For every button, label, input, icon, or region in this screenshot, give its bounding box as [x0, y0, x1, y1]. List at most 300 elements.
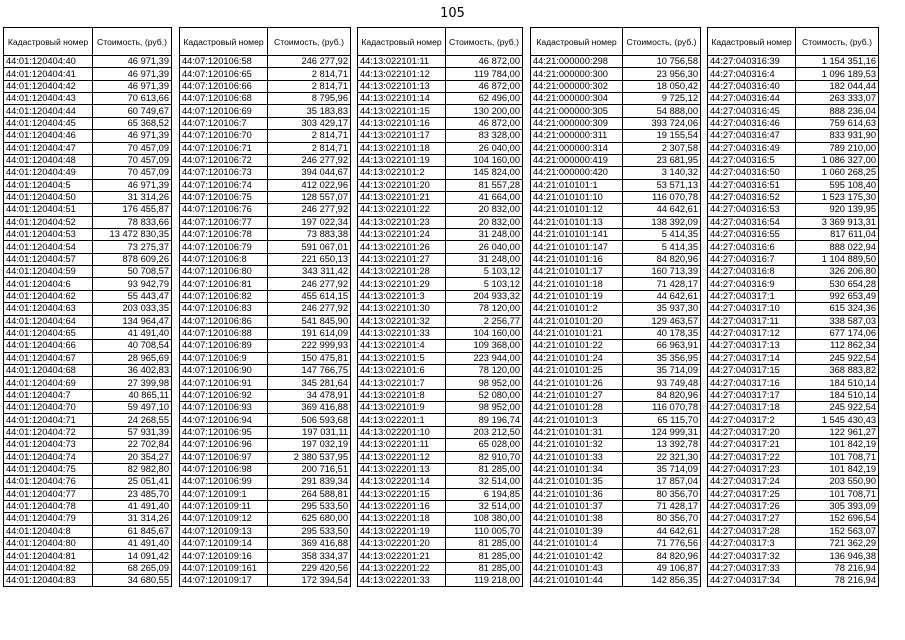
- cost-cell: 40 865,11: [93, 389, 172, 401]
- cost-cell: 246 277,92: [268, 56, 351, 68]
- cost-cell: 31 248,00: [446, 253, 523, 265]
- table-row: [4, 550, 172, 562]
- header-cadastral: Кадастровый номер: [4, 28, 93, 56]
- cadastral-number-cell: 44:21:010101:42: [531, 550, 623, 562]
- cost-cell: 41 491,40: [93, 500, 172, 512]
- table-row: [708, 216, 879, 228]
- cost-cell: 23 681,95: [623, 154, 701, 166]
- table-row: [531, 241, 701, 253]
- table-row: [708, 414, 879, 426]
- cadastral-number-cell: 44:01:120404:53: [4, 229, 93, 241]
- cadastral-number-cell: 44:21:010101:34: [531, 463, 623, 475]
- cost-cell: 246 277,92: [268, 154, 351, 166]
- cost-cell: 82 982,80: [93, 463, 172, 475]
- table-row: [708, 204, 879, 216]
- cadastral-number-cell: 44:21:010101:16: [531, 253, 623, 265]
- cadastral-number-cell: 44:21:010101:35: [531, 476, 623, 488]
- cadastral-number-cell: 44:13:022201:13: [358, 463, 446, 475]
- cadastral-number-cell: 44:13:022201:33: [358, 575, 446, 587]
- table-row: [4, 278, 172, 290]
- cadastral-number-cell: 44:01:120404:5: [4, 179, 93, 191]
- cost-cell: 759 614,63: [796, 117, 879, 129]
- cost-cell: 81 285,00: [446, 538, 523, 550]
- cadastral-number-cell: 44:13:022101:32: [358, 315, 446, 327]
- table-row: [180, 278, 351, 290]
- cadastral-number-cell: 44:07:120106:8: [180, 253, 268, 265]
- cadastral-number-cell: 44:07:120106:7: [180, 117, 268, 129]
- cost-cell: 81 285,00: [446, 463, 523, 475]
- table-row: [358, 538, 523, 550]
- header-cost: Стоимость, (руб.): [93, 28, 172, 56]
- table-row: [531, 562, 701, 574]
- cadastral-number-cell: 44:21:010101:26: [531, 377, 623, 389]
- cost-cell: 34 680,55: [93, 575, 172, 587]
- table-row: [531, 229, 701, 241]
- cadastral-number-cell: 44:01:120404:76: [4, 476, 93, 488]
- cost-cell: 2 814,71: [268, 80, 351, 92]
- cadastral-number-cell: 44:13:022101:22: [358, 204, 446, 216]
- cadastral-number-cell: 44:01:120404:74: [4, 451, 93, 463]
- cost-cell: 68 265,09: [93, 562, 172, 574]
- table-row: [4, 154, 172, 166]
- cost-cell: 55 443,47: [93, 290, 172, 302]
- table-row: [358, 525, 523, 537]
- cost-cell: 52 080,00: [446, 389, 523, 401]
- table-row: [4, 266, 172, 278]
- table-row: [4, 105, 172, 117]
- cost-cell: 35 356,95: [623, 352, 701, 364]
- table-row: [708, 142, 879, 154]
- cost-cell: 203 550,90: [796, 476, 879, 488]
- cost-table-4: [530, 27, 701, 587]
- cadastral-number-cell: 44:21:010101:33: [531, 451, 623, 463]
- table-row: [358, 463, 523, 475]
- cadastral-number-cell: 44:21:000000:419: [531, 154, 623, 166]
- cost-cell: 60 749,67: [93, 105, 172, 117]
- table-row: [4, 327, 172, 339]
- table-row: [180, 68, 351, 80]
- cadastral-number-cell: 44:27:040317:17: [708, 389, 796, 401]
- table-row: [180, 266, 351, 278]
- cadastral-number-cell: 44:27:040316:4: [708, 68, 796, 80]
- cadastral-number-cell: 44:21:010101:38: [531, 513, 623, 525]
- table-row: [358, 426, 523, 438]
- cadastral-number-cell: 44:27:040316:51: [708, 179, 796, 191]
- table-row: [4, 575, 172, 587]
- cost-cell: 101 708,71: [796, 451, 879, 463]
- cadastral-number-cell: 44:07:120106:75: [180, 191, 268, 203]
- cadastral-number-cell: 44:07:120109:14: [180, 538, 268, 550]
- cost-cell: 41 491,40: [93, 538, 172, 550]
- cadastral-number-cell: 44:07:120106:90: [180, 364, 268, 376]
- table-row: [708, 290, 879, 302]
- table-row: [531, 68, 701, 80]
- table-row: [358, 476, 523, 488]
- cost-cell: 1 523 175,30: [796, 191, 879, 203]
- cost-cell: 65 028,00: [446, 439, 523, 451]
- cost-cell: 40 708,54: [93, 340, 172, 352]
- cadastral-number-cell: 44:27:040317:13: [708, 340, 796, 352]
- cadastral-number-cell: 44:21:010101:4: [531, 538, 623, 550]
- table-row: [531, 340, 701, 352]
- table-row: [358, 327, 523, 339]
- cost-cell: 81 557,28: [446, 179, 523, 191]
- cost-cell: 78 216,94: [796, 575, 879, 587]
- cadastral-number-cell: 44:27:040317:33: [708, 562, 796, 574]
- cost-cell: 920 139,95: [796, 204, 879, 216]
- cost-cell: 73 883,38: [268, 229, 351, 241]
- table-row: [4, 303, 172, 315]
- cost-cell: 326 206,80: [796, 266, 879, 278]
- table-row: [531, 575, 701, 587]
- cadastral-number-cell: 44:07:120106:88: [180, 327, 268, 339]
- cadastral-number-cell: 44:21:010101:17: [531, 266, 623, 278]
- cost-cell: 93 942,79: [93, 278, 172, 290]
- table-row: [531, 377, 701, 389]
- table-row: [358, 191, 523, 203]
- cost-cell: 369 416,88: [268, 402, 351, 414]
- cadastral-number-cell: 44:01:120404:75: [4, 463, 93, 475]
- table-row: [180, 463, 351, 475]
- cadastral-number-cell: 44:13:022201:21: [358, 550, 446, 562]
- cadastral-number-cell: 44:01:120404:62: [4, 290, 93, 302]
- cost-cell: 81 285,00: [446, 550, 523, 562]
- cadastral-number-cell: 44:01:120404:68: [4, 364, 93, 376]
- cost-cell: 1 060 268,25: [796, 167, 879, 179]
- cadastral-number-cell: 44:01:120404:42: [4, 80, 93, 92]
- cadastral-number-cell: 44:01:120404:40: [4, 56, 93, 68]
- table-row: [708, 364, 879, 376]
- cost-cell: 142 856,35: [623, 575, 701, 587]
- cost-cell: 46 971,39: [93, 179, 172, 191]
- cost-cell: 46 872,00: [446, 117, 523, 129]
- cost-cell: 888 022,94: [796, 241, 879, 253]
- table-row: [531, 439, 701, 451]
- cadastral-number-cell: 44:01:120404:50: [4, 191, 93, 203]
- cadastral-number-cell: 44:07:120109:13: [180, 525, 268, 537]
- table-row: [358, 575, 523, 587]
- table-row: [708, 56, 879, 68]
- table-row: [4, 241, 172, 253]
- cadastral-number-cell: 44:07:120109:11: [180, 500, 268, 512]
- table-row: [531, 105, 701, 117]
- cadastral-number-cell: 44:13:022101:20: [358, 179, 446, 191]
- table-row: [358, 204, 523, 216]
- cost-cell: 789 210,00: [796, 142, 879, 154]
- page-number: 105: [440, 6, 465, 21]
- table-row: [180, 488, 351, 500]
- cadastral-number-cell: 44:07:120109:12: [180, 513, 268, 525]
- cost-cell: 591 067,01: [268, 241, 351, 253]
- cadastral-number-cell: 44:13:022101:13: [358, 80, 446, 92]
- table-row: [358, 253, 523, 265]
- table-row: [4, 451, 172, 463]
- cost-table-5: [707, 27, 879, 587]
- cadastral-number-cell: 44:27:040317:12: [708, 327, 796, 339]
- table-row: [180, 562, 351, 574]
- cadastral-number-cell: 44:27:040317:2: [708, 414, 796, 426]
- cost-cell: 83 328,00: [446, 130, 523, 142]
- cost-cell: 31 314,26: [93, 191, 172, 203]
- cadastral-number-cell: 44:21:010101:44: [531, 575, 623, 587]
- cadastral-number-cell: 44:27:040317:25: [708, 488, 796, 500]
- cadastral-number-cell: 44:13:022101:17: [358, 130, 446, 142]
- cadastral-number-cell: 44:01:120404:6: [4, 278, 93, 290]
- cost-cell: 35 714,09: [623, 364, 701, 376]
- table-row: [358, 377, 523, 389]
- cadastral-number-cell: 44:01:120404:78: [4, 500, 93, 512]
- cadastral-number-cell: 44:27:040316:40: [708, 80, 796, 92]
- cost-cell: 5 414,35: [623, 229, 701, 241]
- cost-cell: 263 333,07: [796, 93, 879, 105]
- table-row: [358, 364, 523, 376]
- cadastral-number-cell: 44:07:120106:83: [180, 303, 268, 315]
- header-cadastral: Кадастровый номер: [708, 28, 796, 56]
- cost-cell: 109 368,00: [446, 340, 523, 352]
- cadastral-number-cell: 44:01:120404:41: [4, 68, 93, 80]
- table-row: [708, 80, 879, 92]
- cost-cell: 10 756,58: [623, 56, 701, 68]
- table-row: [180, 439, 351, 451]
- cadastral-number-cell: 44:27:040317:1: [708, 290, 796, 302]
- table-row: [358, 154, 523, 166]
- cost-cell: 150 475,81: [268, 352, 351, 364]
- cost-cell: 246 277,92: [268, 278, 351, 290]
- table-row: [180, 352, 351, 364]
- cadastral-number-cell: 44:07:120106:79: [180, 241, 268, 253]
- cadastral-number-cell: 44:13:022101:28: [358, 266, 446, 278]
- cost-cell: 116 070,78: [623, 191, 701, 203]
- cadastral-number-cell: 44:27:040317:26: [708, 500, 796, 512]
- table-row: [4, 439, 172, 451]
- table-row: [358, 352, 523, 364]
- cost-cell: 36 402,83: [93, 364, 172, 376]
- cost-cell: 129 463,57: [623, 315, 701, 327]
- cadastral-number-cell: 44:01:120404:72: [4, 426, 93, 438]
- cost-cell: 32 514,00: [446, 500, 523, 512]
- cost-cell: 1 104 889,50: [796, 253, 879, 265]
- cost-table-3: [357, 27, 523, 587]
- cost-cell: 34 478,91: [268, 389, 351, 401]
- table-row: [708, 278, 879, 290]
- table-row: [180, 451, 351, 463]
- cadastral-number-cell: 44:27:040317:11: [708, 315, 796, 327]
- cadastral-number-cell: 44:27:040316:46: [708, 117, 796, 129]
- cost-cell: 197 022,34: [268, 216, 351, 228]
- cost-cell: 530 654,28: [796, 278, 879, 290]
- cadastral-number-cell: 44:07:120106:81: [180, 278, 268, 290]
- cadastral-number-cell: 44:13:022201:22: [358, 562, 446, 574]
- cost-cell: 26 040,00: [446, 142, 523, 154]
- cadastral-number-cell: 44:21:010101:37: [531, 500, 623, 512]
- table-row: [708, 253, 879, 265]
- table-row: [4, 340, 172, 352]
- cost-cell: 112 862,34: [796, 340, 879, 352]
- cost-cell: 80 356,70: [623, 513, 701, 525]
- cadastral-number-cell: 44:27:040316:53: [708, 204, 796, 216]
- table-row: [531, 179, 701, 191]
- table-row: [358, 117, 523, 129]
- cost-cell: 13 472 830,35: [93, 229, 172, 241]
- table-row: [180, 56, 351, 68]
- table-row: [708, 525, 879, 537]
- cadastral-number-cell: 44:13:022101:8: [358, 389, 446, 401]
- cost-cell: 203 212,50: [446, 426, 523, 438]
- cost-cell: 2 256,77: [446, 315, 523, 327]
- cost-cell: 31 314,26: [93, 513, 172, 525]
- cadastral-number-cell: 44:07:120106:77: [180, 216, 268, 228]
- cadastral-number-cell: 44:27:040317:10: [708, 303, 796, 315]
- cost-cell: 184 510,14: [796, 377, 879, 389]
- cost-cell: 18 050,42: [623, 80, 701, 92]
- cost-cell: 28 965,69: [93, 352, 172, 364]
- cadastral-number-cell: 44:27:040317:16: [708, 377, 796, 389]
- cost-cell: 147 766,75: [268, 364, 351, 376]
- cost-cell: 229 420,56: [268, 562, 351, 574]
- table-row: [180, 93, 351, 105]
- cost-cell: 23 485,70: [93, 488, 172, 500]
- cost-cell: 98 952,00: [446, 377, 523, 389]
- cost-cell: 119 784,00: [446, 68, 523, 80]
- cadastral-number-cell: 44:21:010101:19: [531, 290, 623, 302]
- cadastral-number-cell: 44:13:022101:19: [358, 154, 446, 166]
- cost-cell: 101 842,19: [796, 463, 879, 475]
- cadastral-number-cell: 44:01:120404:70: [4, 402, 93, 414]
- cadastral-number-cell: 44:21:010101:43: [531, 562, 623, 574]
- cadastral-number-cell: 44:21:000000:314: [531, 142, 623, 154]
- cadastral-number-cell: 44:01:120404:45: [4, 117, 93, 129]
- table-row: [708, 426, 879, 438]
- table-row: [531, 525, 701, 537]
- cadastral-number-cell: 44:07:120106:86: [180, 315, 268, 327]
- table-row: [708, 340, 879, 352]
- table-row: [708, 463, 879, 475]
- table-row: [531, 538, 701, 550]
- cost-cell: 32 514,00: [446, 476, 523, 488]
- table-row: [4, 179, 172, 191]
- cadastral-number-cell: 44:01:120404:67: [4, 352, 93, 364]
- table-row: [708, 513, 879, 525]
- cadastral-number-cell: 44:01:120404:66: [4, 340, 93, 352]
- cadastral-number-cell: 44:21:000000:304: [531, 93, 623, 105]
- table-row: [4, 117, 172, 129]
- cadastral-number-cell: 44:27:040316:55: [708, 229, 796, 241]
- cadastral-number-cell: 44:13:022101:29: [358, 278, 446, 290]
- cost-cell: 104 160,00: [446, 327, 523, 339]
- table-row: [4, 500, 172, 512]
- cadastral-number-cell: 44:13:022101:3: [358, 290, 446, 302]
- cost-cell: 20 832,00: [446, 204, 523, 216]
- cadastral-number-cell: 44:01:120404:81: [4, 550, 93, 562]
- cost-cell: 27 399,98: [93, 377, 172, 389]
- cost-cell: 246 277,92: [268, 303, 351, 315]
- cost-cell: 66 963,91: [623, 340, 701, 352]
- table-row: [708, 191, 879, 203]
- table-row: [708, 167, 879, 179]
- cost-cell: 3 140,32: [623, 167, 701, 179]
- table-row: [180, 229, 351, 241]
- cadastral-number-cell: 44:13:022101:33: [358, 327, 446, 339]
- cadastral-number-cell: 44:21:010101:1: [531, 179, 623, 191]
- cost-cell: 73 275,37: [93, 241, 172, 253]
- cost-cell: 71 776,56: [623, 538, 701, 550]
- cost-cell: 78 216,94: [796, 562, 879, 574]
- cost-cell: 25 051,41: [93, 476, 172, 488]
- cadastral-number-cell: 44:07:120106:98: [180, 463, 268, 475]
- cadastral-number-cell: 44:27:040316:52: [708, 191, 796, 203]
- cost-cell: 1 154 351,16: [796, 56, 879, 68]
- table-row: [531, 414, 701, 426]
- table-row: [358, 130, 523, 142]
- cadastral-number-cell: 44:13:022201:16: [358, 500, 446, 512]
- cost-cell: 160 713,39: [623, 266, 701, 278]
- table-row: [180, 241, 351, 253]
- table-row: [531, 253, 701, 265]
- cadastral-number-cell: 44:07:120106:97: [180, 451, 268, 463]
- table-row: [4, 253, 172, 265]
- table-row: [358, 93, 523, 105]
- cadastral-number-cell: 44:13:022201:10: [358, 426, 446, 438]
- cadastral-number-cell: 44:07:120106:93: [180, 402, 268, 414]
- table-row: [531, 130, 701, 142]
- cost-cell: 246 277,92: [268, 204, 351, 216]
- table-row: [4, 562, 172, 574]
- cost-cell: 8 795,96: [268, 93, 351, 105]
- table-row: [4, 364, 172, 376]
- table-row: [358, 80, 523, 92]
- table-row: [531, 364, 701, 376]
- cost-cell: 412 022,96: [268, 179, 351, 191]
- cost-cell: 197 031,11: [268, 426, 351, 438]
- cost-cell: 110 005,70: [446, 525, 523, 537]
- cadastral-number-cell: 44:13:022201:12: [358, 451, 446, 463]
- cadastral-number-cell: 44:07:120106:78: [180, 229, 268, 241]
- cost-cell: 46 971,39: [93, 68, 172, 80]
- cadastral-number-cell: 44:27:040316:6: [708, 241, 796, 253]
- cadastral-number-cell: 44:07:120106:66: [180, 80, 268, 92]
- table-row: [531, 463, 701, 475]
- cadastral-number-cell: 44:01:120404:69: [4, 377, 93, 389]
- table-row: [4, 488, 172, 500]
- table-row: [358, 303, 523, 315]
- header-cost: Стоимость, (руб.): [796, 28, 879, 56]
- table-row: [708, 68, 879, 80]
- table-row: [531, 204, 701, 216]
- table-row: [531, 476, 701, 488]
- table-row: [708, 451, 879, 463]
- table-row: [4, 142, 172, 154]
- cost-cell: 122 961,27: [796, 426, 879, 438]
- table-row: [531, 303, 701, 315]
- cost-cell: 80 356,70: [623, 488, 701, 500]
- cost-cell: 81 285,00: [446, 562, 523, 574]
- table-row: [531, 488, 701, 500]
- cadastral-number-cell: 44:07:120109:17: [180, 575, 268, 587]
- cadastral-number-cell: 44:07:120109:1: [180, 488, 268, 500]
- table-row: [708, 377, 879, 389]
- header-cost: Стоимость, (руб.): [268, 28, 351, 56]
- table-row: [708, 130, 879, 142]
- cost-cell: 888 236,04: [796, 105, 879, 117]
- cost-cell: 84 820,96: [623, 253, 701, 265]
- cadastral-number-cell: 44:07:120106:80: [180, 266, 268, 278]
- cost-cell: 46 971,39: [93, 130, 172, 142]
- cost-cell: 128 557,07: [268, 191, 351, 203]
- cadastral-number-cell: 44:21:010101:28: [531, 402, 623, 414]
- cadastral-number-cell: 44:27:040316:54: [708, 216, 796, 228]
- header-cost: Стоимость, (руб.): [446, 28, 523, 56]
- cadastral-number-cell: 44:01:120404:64: [4, 315, 93, 327]
